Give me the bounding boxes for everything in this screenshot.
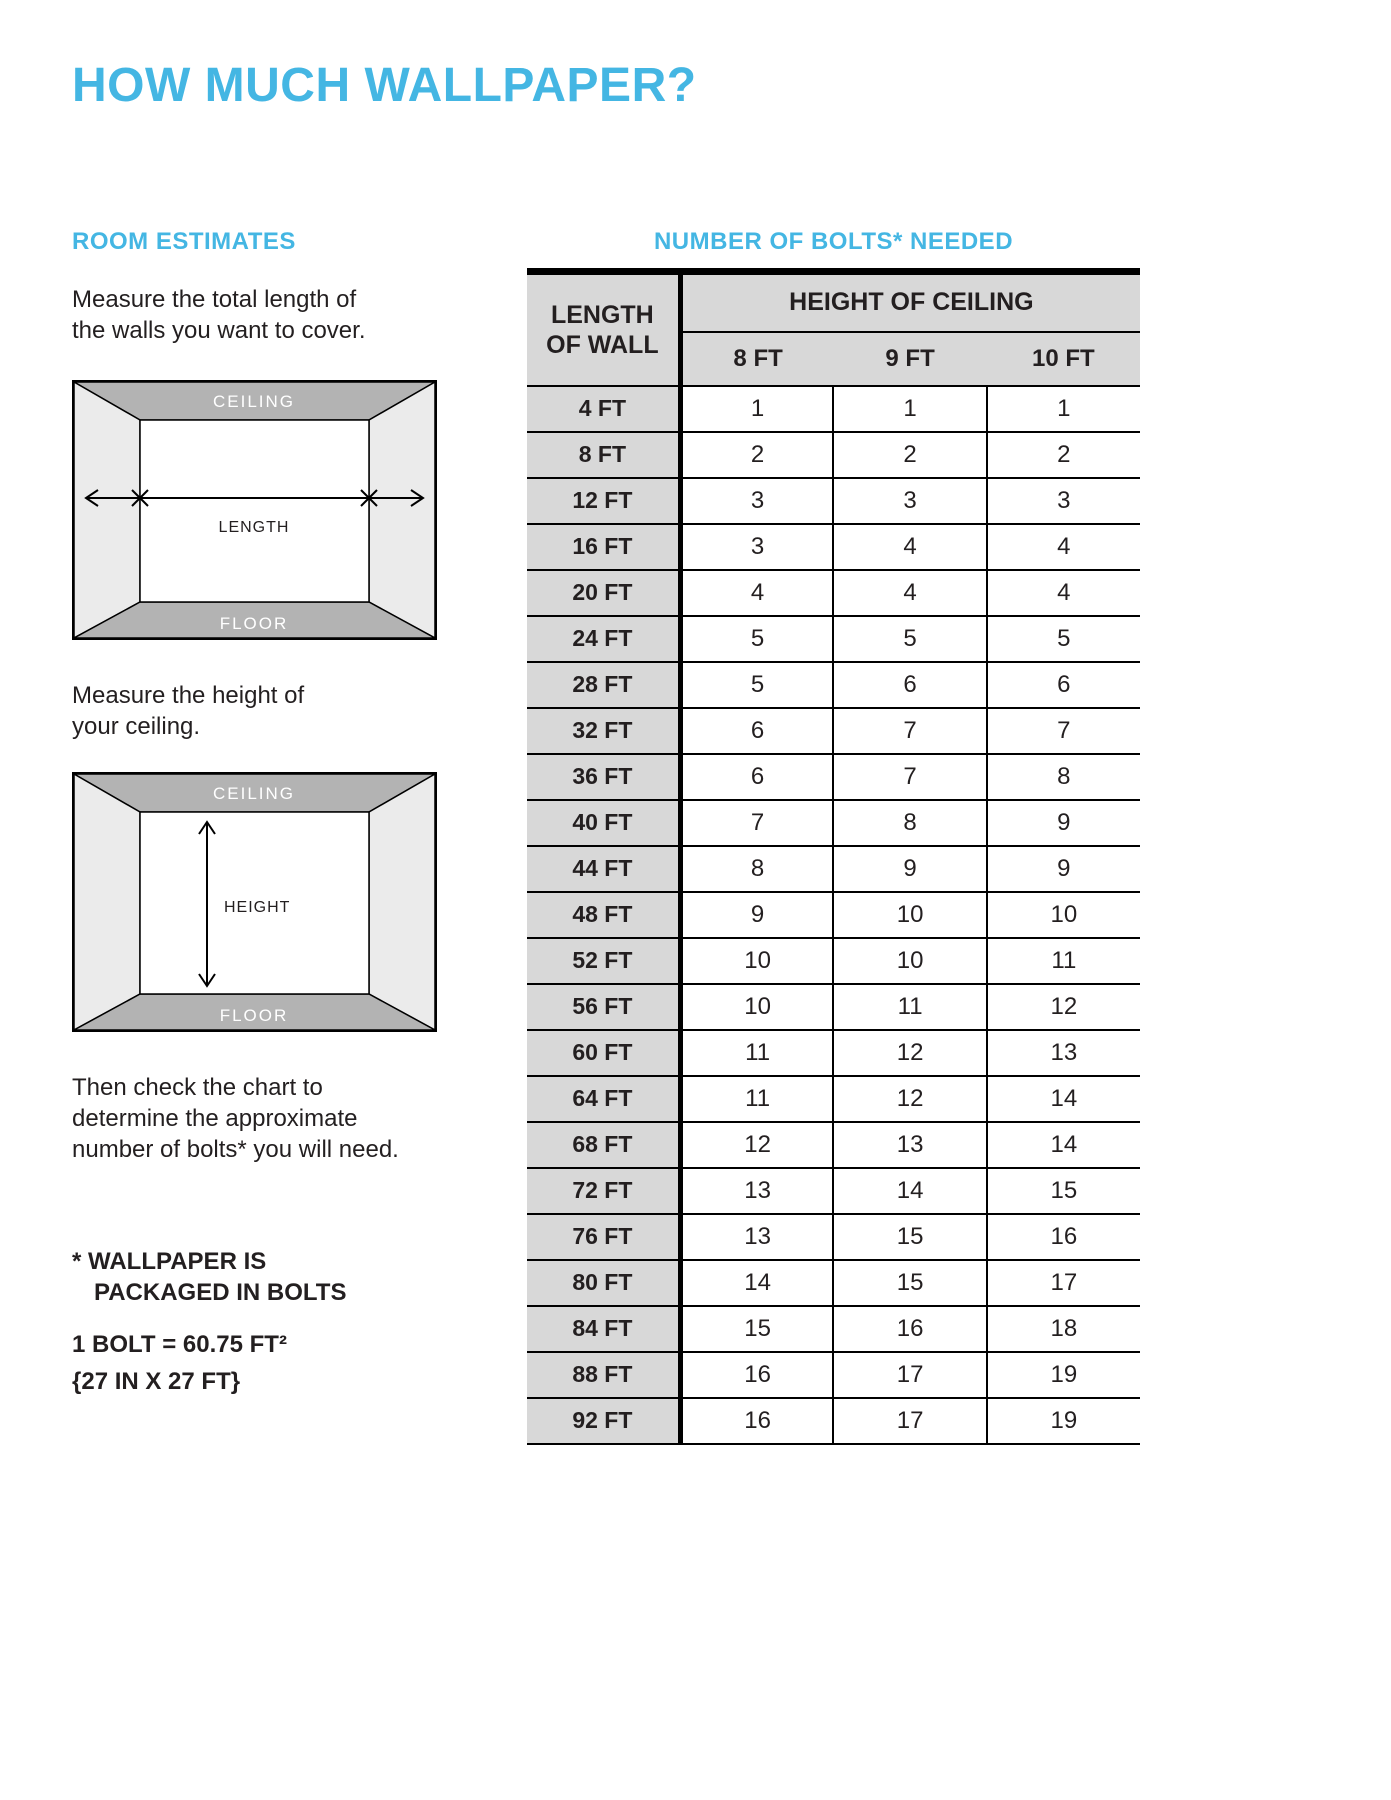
column-header-10ft: 10 FT xyxy=(987,332,1140,386)
bolt-count-cell: 12 xyxy=(833,1076,986,1122)
table-row xyxy=(527,984,1140,1030)
paragraph-line: Then check the chart to xyxy=(72,1074,323,1101)
table-row xyxy=(527,1168,1140,1214)
table-row xyxy=(527,616,1140,662)
bolt-count-cell: 13 xyxy=(680,1214,833,1260)
bolt-size-info xyxy=(72,1326,287,1400)
table-row xyxy=(527,1214,1140,1260)
floor-label: FLOOR xyxy=(219,1006,289,1025)
wall-length-cell: 36 FT xyxy=(527,754,680,800)
corner-header-length-of-wall: LENGTH OF WALL xyxy=(527,272,680,386)
footnote-line: * WALLPAPER IS xyxy=(72,1248,267,1275)
bolt-count-cell: 5 xyxy=(680,616,833,662)
bolt-count-cell: 14 xyxy=(987,1076,1140,1122)
bolt-count-cell: 9 xyxy=(987,846,1140,892)
bolt-count-cell: 3 xyxy=(680,478,833,524)
wall-length-cell: 4 FT xyxy=(527,386,680,432)
ceiling-label: CEILING xyxy=(212,392,296,411)
bolt-count-cell: 17 xyxy=(987,1260,1140,1306)
table-row xyxy=(527,386,1140,432)
table-row xyxy=(527,524,1140,570)
bolts-table-wrap xyxy=(527,268,1140,1445)
bolt-count-cell: 11 xyxy=(987,938,1140,984)
bolt-count-cell: 7 xyxy=(680,800,833,846)
ceiling-label: CEILING xyxy=(212,784,296,803)
bolt-count-cell: 8 xyxy=(987,754,1140,800)
room-height-diagram xyxy=(72,772,437,1032)
table-row xyxy=(527,432,1140,478)
bolts-table xyxy=(527,268,1140,1445)
bolt-count-cell: 14 xyxy=(680,1260,833,1306)
bolt-count-cell: 3 xyxy=(987,478,1140,524)
bolt-count-cell: 7 xyxy=(833,754,986,800)
table-row xyxy=(527,1398,1140,1444)
wall-length-cell: 60 FT xyxy=(527,1030,680,1076)
bolt-count-cell: 4 xyxy=(680,570,833,616)
paragraph-line: number of bolts* you will need. xyxy=(72,1136,399,1163)
wall-length-cell: 16 FT xyxy=(527,524,680,570)
bolt-count-cell: 1 xyxy=(987,386,1140,432)
bolt-count-cell: 17 xyxy=(833,1398,986,1444)
wall-length-cell: 76 FT xyxy=(527,1214,680,1260)
bolt-count-cell: 16 xyxy=(680,1398,833,1444)
wall-length-cell: 8 FT xyxy=(527,432,680,478)
wall-length-cell: 48 FT xyxy=(527,892,680,938)
bolt-count-cell: 18 xyxy=(987,1306,1140,1352)
wall-length-cell: 28 FT xyxy=(527,662,680,708)
table-row xyxy=(527,938,1140,984)
table-row xyxy=(527,1306,1140,1352)
instruction-paragraph-chart xyxy=(72,1072,399,1165)
left-wall xyxy=(74,774,140,1030)
paragraph-line: determine the approximate xyxy=(72,1105,358,1132)
table-row xyxy=(527,570,1140,616)
bolt-count-cell: 5 xyxy=(987,616,1140,662)
group-header-height-of-ceiling: HEIGHT OF CEILING xyxy=(680,272,1140,332)
wall-length-cell: 64 FT xyxy=(527,1076,680,1122)
bolt-count-cell: 4 xyxy=(987,570,1140,616)
bolt-count-cell: 16 xyxy=(833,1306,986,1352)
bolt-count-cell: 10 xyxy=(987,892,1140,938)
back-wall xyxy=(140,420,369,602)
wall-length-cell: 68 FT xyxy=(527,1122,680,1168)
bolt-count-cell: 15 xyxy=(833,1214,986,1260)
bolt-count-cell: 11 xyxy=(680,1030,833,1076)
wall-length-cell: 32 FT xyxy=(527,708,680,754)
wall-length-cell: 40 FT xyxy=(527,800,680,846)
bolt-count-cell: 19 xyxy=(987,1398,1140,1444)
bolt-count-cell: 5 xyxy=(680,662,833,708)
bolt-count-cell: 10 xyxy=(680,938,833,984)
right-wall xyxy=(369,382,435,638)
bolt-count-cell: 2 xyxy=(680,432,833,478)
bolt-count-cell: 6 xyxy=(680,708,833,754)
paragraph-line: Measure the height of xyxy=(72,682,305,709)
bolt-count-cell: 13 xyxy=(987,1030,1140,1076)
bolt-count-cell: 9 xyxy=(987,800,1140,846)
bolt-count-cell: 8 xyxy=(833,800,986,846)
paragraph-line: the walls you want to cover. xyxy=(72,317,366,344)
bolt-count-cell: 1 xyxy=(833,386,986,432)
bolt-count-cell: 7 xyxy=(987,708,1140,754)
table-row xyxy=(527,846,1140,892)
wall-length-cell: 84 FT xyxy=(527,1306,680,1352)
bolt-count-cell: 13 xyxy=(833,1122,986,1168)
bolt-count-cell: 14 xyxy=(987,1122,1140,1168)
height-label: HEIGHT xyxy=(224,899,291,916)
paragraph-line: Measure the total length of xyxy=(72,286,357,313)
length-label: LENGTH xyxy=(218,519,290,536)
bolt-count-cell: 5 xyxy=(833,616,986,662)
footnote-line: PACKAGED IN BOLTS xyxy=(94,1279,347,1306)
bolt-count-cell: 10 xyxy=(680,984,833,1030)
bolt-dimensions-line: {27 IN X 27 FT} xyxy=(72,1368,241,1395)
wall-length-cell: 80 FT xyxy=(527,1260,680,1306)
table-row xyxy=(527,662,1140,708)
column-header-9ft: 9 FT xyxy=(833,332,986,386)
wall-length-cell: 72 FT xyxy=(527,1168,680,1214)
table-row xyxy=(527,1030,1140,1076)
room-length-diagram xyxy=(72,380,437,640)
wall-length-cell: 12 FT xyxy=(527,478,680,524)
table-row xyxy=(527,1260,1140,1306)
left-wall xyxy=(74,382,140,638)
bolts-table-body xyxy=(527,386,1140,1444)
paragraph-line: your ceiling. xyxy=(72,713,201,740)
table-row xyxy=(527,1352,1140,1398)
bolt-count-cell: 3 xyxy=(833,478,986,524)
bolt-count-cell: 4 xyxy=(833,570,986,616)
bolt-count-cell: 12 xyxy=(680,1122,833,1168)
bolt-count-cell: 15 xyxy=(833,1260,986,1306)
table-row xyxy=(527,1122,1140,1168)
instruction-paragraph-length xyxy=(72,284,365,346)
wall-length-cell: 88 FT xyxy=(527,1352,680,1398)
bolt-count-cell: 15 xyxy=(987,1168,1140,1214)
bolt-count-cell: 2 xyxy=(833,432,986,478)
bolt-count-cell: 17 xyxy=(833,1352,986,1398)
bolt-count-cell: 11 xyxy=(680,1076,833,1122)
instruction-paragraph-height xyxy=(72,680,304,742)
bolt-count-cell: 15 xyxy=(680,1306,833,1352)
floor-label: FLOOR xyxy=(219,614,289,633)
table-row xyxy=(527,754,1140,800)
bolt-count-cell: 19 xyxy=(987,1352,1140,1398)
wallpaper-bolts-footnote xyxy=(72,1246,346,1308)
bolt-count-cell: 6 xyxy=(987,662,1140,708)
table-row xyxy=(527,892,1140,938)
bolt-count-cell: 7 xyxy=(833,708,986,754)
wall-length-cell: 20 FT xyxy=(527,570,680,616)
bolt-area-line: 1 BOLT = 60.75 FT² xyxy=(72,1331,287,1358)
bolt-count-cell: 16 xyxy=(987,1214,1140,1260)
table-row xyxy=(527,708,1140,754)
bolt-count-cell: 14 xyxy=(833,1168,986,1214)
bolt-count-cell: 9 xyxy=(833,846,986,892)
bolt-count-cell: 6 xyxy=(833,662,986,708)
bolt-count-cell: 10 xyxy=(833,892,986,938)
bolt-count-cell: 12 xyxy=(987,984,1140,1030)
bolt-count-cell: 3 xyxy=(680,524,833,570)
wall-length-cell: 24 FT xyxy=(527,616,680,662)
bolt-count-cell: 2 xyxy=(987,432,1140,478)
bolt-count-cell: 13 xyxy=(680,1168,833,1214)
table-row xyxy=(527,478,1140,524)
table-row xyxy=(527,800,1140,846)
section-heading-bolts-needed: NUMBER OF BOLTS* NEEDED xyxy=(653,228,1014,255)
wall-length-cell: 44 FT xyxy=(527,846,680,892)
bolt-count-cell: 11 xyxy=(833,984,986,1030)
bolt-count-cell: 12 xyxy=(833,1030,986,1076)
wall-length-cell: 56 FT xyxy=(527,984,680,1030)
bolt-count-cell: 9 xyxy=(680,892,833,938)
wall-length-cell: 52 FT xyxy=(527,938,680,984)
page-title: HOW MUCH WALLPAPER? xyxy=(72,59,697,112)
bolt-count-cell: 4 xyxy=(987,524,1140,570)
bolt-count-cell: 6 xyxy=(680,754,833,800)
column-header-8ft: 8 FT xyxy=(680,332,833,386)
table-row xyxy=(527,1076,1140,1122)
bolt-count-cell: 4 xyxy=(833,524,986,570)
section-heading-room-estimates: ROOM ESTIMATES xyxy=(72,228,296,255)
bolt-count-cell: 16 xyxy=(680,1352,833,1398)
bolt-count-cell: 1 xyxy=(680,386,833,432)
wall-length-cell: 92 FT xyxy=(527,1398,680,1444)
table-header-row-1 xyxy=(527,272,1140,332)
right-wall xyxy=(369,774,435,1030)
bolt-count-cell: 8 xyxy=(680,846,833,892)
bolt-count-cell: 10 xyxy=(833,938,986,984)
